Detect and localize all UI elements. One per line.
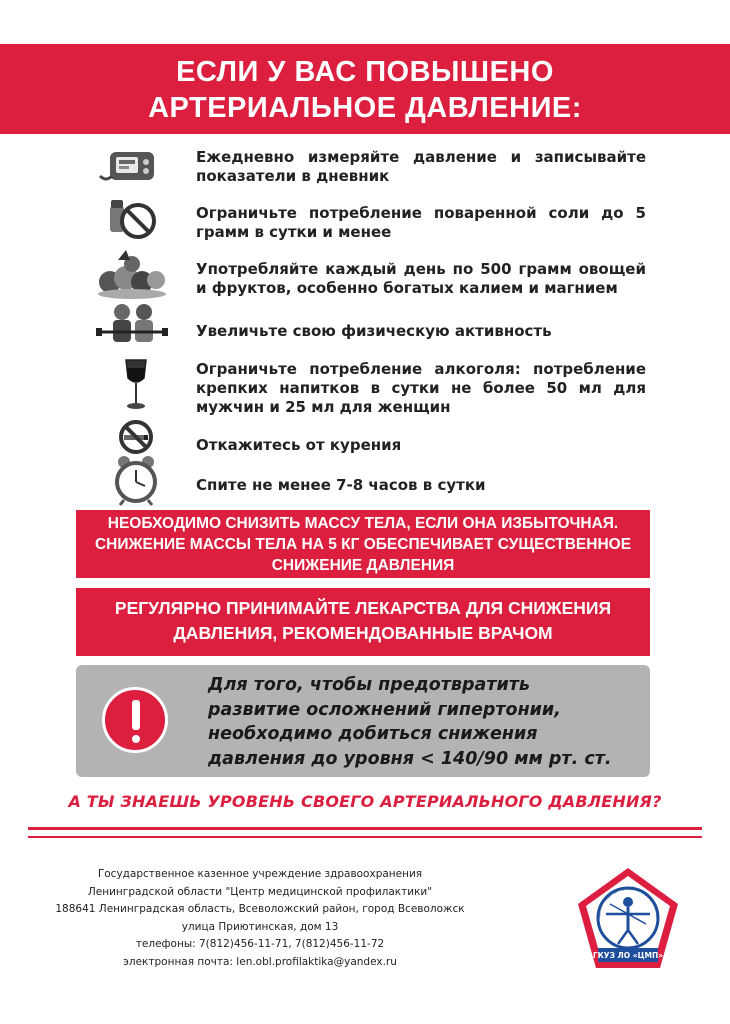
logo-label: ГКУЗ ЛО «ЦМП» (592, 951, 664, 960)
divider (28, 836, 702, 838)
tip-limit-alcohol (96, 352, 656, 414)
exercise-icon (96, 300, 168, 350)
exclamation-icon (102, 687, 168, 753)
divider (28, 827, 702, 830)
organization-contacts (40, 866, 480, 971)
tip-quit-smoking (96, 418, 656, 456)
tip-text: Ежедневно измеряйте давление и записывайте показатели в дневник (196, 148, 646, 185)
logo-ring-text: ЦЕНТР МЕДИЦИНСКОЙ ПРОФИЛАКТИКИ (595, 885, 661, 919)
title-line-1: ЕСЛИ У ВАС ПОВЫШЕНО (176, 56, 554, 88)
footer-org-line-1: Государственное казенное учреждение здравоохранения (97, 868, 423, 880)
weight-line-3: СНИЖЕНИЕ ДАВЛЕНИЯ (271, 557, 455, 574)
alarm-clock-icon (96, 456, 168, 510)
tip-text: Ограничьте потребление поваренной соли до 5 грамм в сутки и менее (196, 204, 646, 241)
weight-reduction-banner (76, 510, 650, 578)
tip-text: Откажитесь от курения (196, 436, 402, 454)
tip-sleep (96, 456, 656, 506)
tip-limit-salt (96, 196, 656, 244)
warning-line-3: необходимо добиться снижения (208, 724, 538, 744)
wine-glass-icon (96, 356, 168, 418)
weight-line-1: НЕОБХОДИМО СНИЗИТЬ МАССУ ТЕЛА, ЕСЛИ ОНА ИЗБЫТОЧНАЯ. (107, 515, 619, 532)
tip-text: Употребляйте каждый день по 500 грамм овощей и фруктов, особенно богатых калием и магнием (196, 260, 646, 297)
fruits-vegetables-icon (96, 248, 168, 304)
medicine-line-1: РЕГУЛЯРНО ПРИНИМАЙТЕ ЛЕКАРСТВА ДЛЯ СНИЖЕНИЯ (114, 598, 612, 618)
warning-panel (76, 665, 650, 777)
blood-pressure-monitor-icon (96, 146, 168, 190)
warning-line-2: развитие осложнений гипертонии, (208, 699, 561, 720)
title-banner (0, 44, 730, 134)
warning-line-4: давления до уровня < 140/90 мм рт. ст. (208, 748, 612, 769)
tip-measure-pressure (96, 146, 656, 186)
tip-text: Увеличьте свою физическую активность (196, 322, 552, 340)
tip-text: Ограничьте потребление алкоголя: потребление крепких напитков в сутки не более 50 мл для мужчин и 25 мл для женщин (196, 360, 646, 416)
warning-line-1: Для того, чтобы предотвратить (208, 675, 530, 695)
tip-fruits-vegetables (96, 248, 656, 300)
question-heading: А ТЫ ЗНАЕШЬ УРОВЕНЬ СВОЕГО АРТЕРИАЛЬНОГО ДАВЛЕНИЯ? (68, 792, 662, 811)
title-line-2: АРТЕРИАЛЬНОЕ ДАВЛЕНИЕ: (148, 92, 582, 124)
warning-text (208, 673, 638, 771)
medicine-line-2: ДАВЛЕНИЯ, РЕКОМЕНДОВАННЫЕ ВРАЧОМ (173, 623, 553, 643)
medicine-banner (76, 588, 650, 656)
footer-address: 188641 Ленинградская область, Всеволожский район, город Всеволожск (55, 903, 465, 915)
no-salt-icon (96, 196, 168, 248)
tip-text: Спите не менее 7-8 часов в сутки (196, 476, 486, 494)
organization-logo (572, 864, 684, 974)
footer-street: улица Приютинская, дом 13 (181, 920, 339, 933)
tip-physical-activity (96, 300, 656, 346)
footer-phones: телефоны: 7(812)456-11-71, 7(812)456-11-72 (135, 938, 385, 950)
footer-email[interactable]: электронная почта: len.obl.profilaktika@yandex.ru (123, 955, 397, 968)
no-smoking-icon (96, 418, 168, 460)
weight-line-2: СНИЖЕНИЕ МАССЫ ТЕЛА НА 5 КГ ОБЕСПЕЧИВАЕТ СУЩЕСТВЕННОЕ (94, 536, 632, 553)
footer-org-line-2: Ленинградской области "Центр медицинской профилактики" (87, 885, 433, 898)
